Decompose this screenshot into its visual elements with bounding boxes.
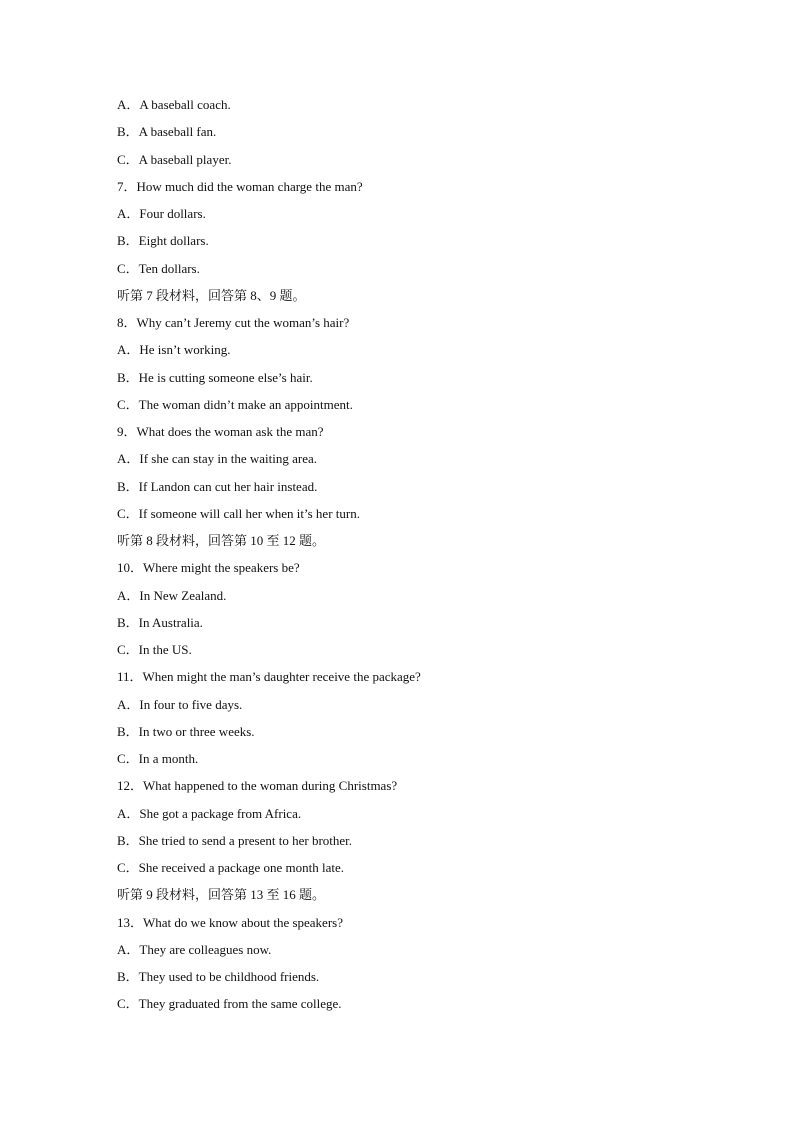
section-heading: 听第 8 段材料，回答第 10 至 12 题。 [117,533,326,548]
option-line: A．In New Zealand. [117,587,227,603]
question-line: 10．Where might the speakers be? [117,560,300,576]
option-line: A．They are colleagues now. [117,941,272,957]
listening-questions [117,95,737,1022]
option-line: B．He is cutting someone else’s hair. [117,369,313,385]
option-line: A．A baseball coach. [117,97,231,112]
option-line: B．In Australia. [117,614,203,630]
question-line: 11．When might the man’s daughter receive the package? [117,669,421,685]
option-line: A．He isn’t working. [117,342,231,358]
option-line: C．A baseball player. [117,151,232,167]
section-heading: 听第 9 段材料，回答第 13 至 16 题。 [117,887,326,903]
option-line: A．If she can stay in the waiting area. [117,451,317,467]
option-line: B．If Landon can cut her hair instead. [117,478,318,494]
question-line: 13．What do we know about the speakers? [117,914,343,930]
option-line: C．In the US. [117,642,192,657]
option-line: B．Eight dollars. [117,233,209,249]
option-line: C．Ten dollars. [117,260,200,276]
question-line: 12．What happened to the woman during Christmas? [117,778,398,794]
option-line: B．A baseball fan. [117,124,217,140]
option-line: B．They used to be childhood friends. [117,969,320,984]
option-line: C．The woman didn’t make an appointment. [117,396,353,412]
question-line: 7．How much did the woman charge the man? [117,178,363,194]
option-line: A．In four to five days. [117,696,243,712]
question-line: 9．What does the woman ask the man? [117,424,324,439]
option-line: C．If someone will call her when it’s her turn. [117,505,360,521]
option-line: A．She got a package from Africa. [117,805,302,821]
option-line: B．In two or three weeks. [117,723,255,739]
option-line: C．They graduated from the same college. [117,996,342,1012]
option-line: C．She received a package one month late. [117,860,345,875]
option-line: B．She tried to send a present to her brother. [117,832,353,848]
section-heading: 听第 7 段材料，回答第 8、9 题。 [117,287,306,303]
option-line: A．Four dollars. [117,206,206,221]
question-line: 8．Why can’t Jeremy cut the woman’s hair? [117,315,350,330]
option-line: C．In a month. [117,751,199,766]
